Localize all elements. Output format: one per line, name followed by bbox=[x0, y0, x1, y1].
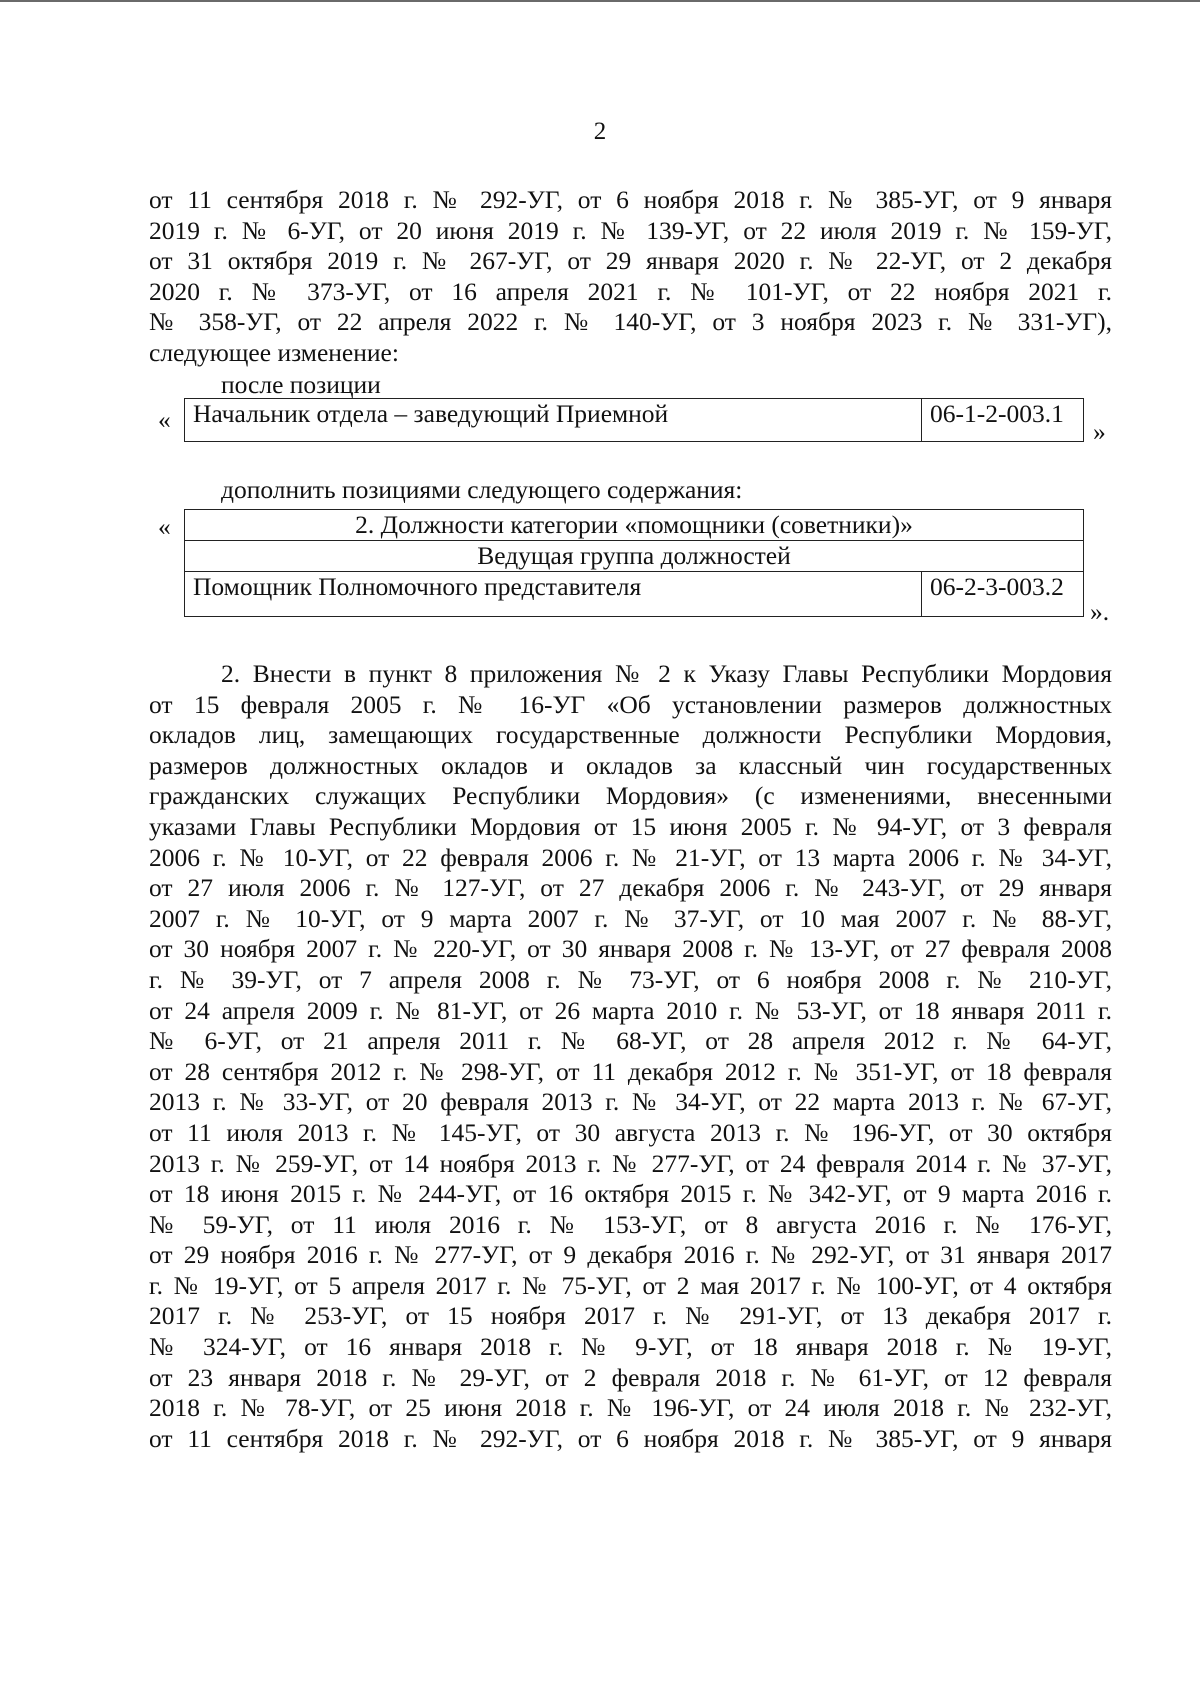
add-positions-label: дополнить позициями следующего содержания: bbox=[221, 475, 743, 504]
text-line: от 11 сентября 2018 г. № 292-УГ, от 6 ноября 2018 г. № 385-УГ, от 9 января bbox=[149, 1423, 1112, 1453]
text-line: размеров должностных окладов и окладов за классный чин государственных bbox=[149, 750, 1112, 780]
text-line: следующее изменение: bbox=[149, 337, 399, 367]
text-line: № 358-УГ, от 22 апреля 2022 г. № 140-УГ, от 3 ноября 2023 г. № 331-УГ), bbox=[149, 307, 1112, 337]
text-line: гражданских служащих Республики Мордовия» (с изменениями, внесенными bbox=[149, 781, 1112, 811]
text-line: 2020 г. № 373-УГ, от 16 апреля 2021 г. № 101-УГ, от 22 ноября 2021 г. bbox=[149, 276, 1112, 306]
page-number: 2 bbox=[593, 118, 607, 145]
text-line: 2013 г. № 259-УГ, от 14 ноября 2013 г. № 277-УГ, от 24 февраля 2014 г. № 37-УГ, bbox=[149, 1148, 1112, 1178]
text-line: от 15 февраля 2005 г. № 16-УГ «Об установлении размеров должностных bbox=[149, 689, 1112, 719]
text-line: от 23 января 2018 г. № 29-УГ, от 2 февраля 2018 г. № 61-УГ, от 12 февраля bbox=[149, 1362, 1112, 1392]
text-line: № 59-УГ, от 11 июля 2016 г. № 153-УГ, от 8 августа 2016 г. № 176-УГ, bbox=[149, 1209, 1112, 1239]
table-row bbox=[185, 399, 1084, 442]
table-existing-position bbox=[184, 398, 1084, 442]
text-line: от 24 апреля 2009 г. № 81-УГ, от 26 марта 2010 г. № 53-УГ, от 18 января 2011 г. bbox=[149, 995, 1112, 1025]
scan-top-edge bbox=[0, 0, 1200, 2]
text-line: 2006 г. № 10-УГ, от 22 февраля 2006 г. № 21-УГ, от 13 марта 2006 г. № 34-УГ, bbox=[149, 842, 1112, 872]
text-line: от 28 сентября 2012 г. № 298-УГ, от 11 декабря 2012 г. № 351-УГ, от 18 февраля bbox=[149, 1056, 1112, 1086]
category-header-cell: 2. Должности категории «помощники (советники)» bbox=[185, 510, 1084, 541]
position-code-cell: 06-2-3-003.2 bbox=[922, 572, 1084, 617]
text-line: окладов лиц, замещающих государственные должности Республики Мордовия, bbox=[149, 720, 1112, 750]
text-line: № 324-УГ, от 16 января 2018 г. № 9-УГ, от 18 января 2018 г. № 19-УГ, bbox=[149, 1332, 1112, 1362]
text-line: г. № 39-УГ, от 7 апреля 2008 г. № 73-УГ, от 6 ноября 2008 г. № 210-УГ, bbox=[149, 964, 1112, 994]
table2-open-quote: « bbox=[158, 512, 171, 541]
group-header-cell: Ведущая группа должностей bbox=[185, 541, 1084, 572]
paragraph-1 bbox=[149, 185, 1112, 369]
text-line: 2007 г. № 10-УГ, от 9 марта 2007 г. № 37-УГ, от 10 мая 2007 г. № 88-УГ, bbox=[149, 903, 1112, 933]
position-name-cell: Начальник отдела – заведующий Приемной bbox=[185, 399, 922, 442]
text-line: 2017 г. № 253-УГ, от 15 ноября 2017 г. № 291-УГ, от 13 декабря 2017 г. bbox=[149, 1301, 1112, 1331]
position-code-cell: 06-1-2-003.1 bbox=[922, 399, 1084, 442]
text-line: от 30 ноября 2007 г. № 220-УГ, от 30 января 2008 г. № 13-УГ, от 27 февраля 2008 bbox=[149, 934, 1112, 964]
text-line: от 27 июля 2006 г. № 127-УГ, от 27 декабря 2006 г. № 243-УГ, от 29 января bbox=[149, 873, 1112, 903]
text-line: от 31 октября 2019 г. № 267-УГ, от 29 января 2020 г. № 22-УГ, от 2 декабря bbox=[149, 246, 1112, 276]
text-line: г. № 19-УГ, от 5 апреля 2017 г. № 75-УГ, от 2 мая 2017 г. № 100-УГ, от 4 октября bbox=[149, 1270, 1112, 1300]
position-name-cell: Помощник Полномочного представителя bbox=[185, 572, 922, 617]
table1-close-quote: » bbox=[1093, 417, 1106, 446]
text-line: от 11 июля 2013 г. № 145-УГ, от 30 августа 2013 г. № 196-УГ, от 30 октября bbox=[149, 1117, 1112, 1147]
paragraph-2 bbox=[149, 659, 1112, 1454]
table-new-positions bbox=[184, 509, 1084, 617]
text-line: от 11 сентября 2018 г. № 292-УГ, от 6 ноября 2018 г. № 385-УГ, от 9 января bbox=[149, 185, 1112, 214]
table2-close-quote: ». bbox=[1090, 597, 1110, 626]
text-line: от 29 ноября 2016 г. № 277-УГ, от 9 декабря 2016 г. № 292-УГ, от 31 января 2017 bbox=[149, 1240, 1112, 1270]
text-line: 2018 г. № 78-УГ, от 25 июня 2018 г. № 196-УГ, от 24 июля 2018 г. № 232-УГ, bbox=[149, 1393, 1112, 1423]
after-position-label: после позиции bbox=[221, 370, 381, 399]
table-row bbox=[185, 541, 1084, 572]
text-line: № 6-УГ, от 21 апреля 2011 г. № 68-УГ, от 28 апреля 2012 г. № 64-УГ, bbox=[149, 1026, 1112, 1056]
text-line: 2019 г. № 6-УГ, от 20 июня 2019 г. № 139-УГ, от 22 июля 2019 г. № 159-УГ, bbox=[149, 215, 1112, 245]
text-line: 2013 г. № 33-УГ, от 20 февраля 2013 г. № 34-УГ, от 22 марта 2013 г. № 67-УГ, bbox=[149, 1087, 1112, 1117]
text-line: 2. Внести в пункт 8 приложения № 2 к Указу Главы Республики Мордовия bbox=[221, 659, 1112, 688]
table1-open-quote: « bbox=[158, 405, 171, 434]
table-row bbox=[185, 510, 1084, 541]
text-line: указами Главы Республики Мордовия от 15 июня 2005 г. № 94-УГ, от 3 февраля bbox=[149, 811, 1112, 841]
text-line: от 18 июня 2015 г. № 244-УГ, от 16 октября 2015 г. № 342-УГ, от 9 марта 2016 г. bbox=[149, 1179, 1112, 1209]
table-row bbox=[185, 572, 1084, 617]
